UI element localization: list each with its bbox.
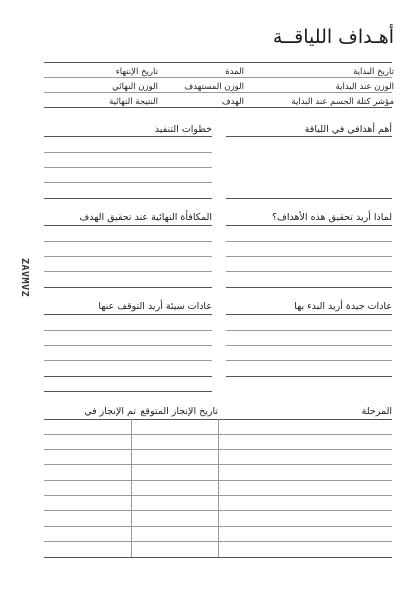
table-header-stage: المرحلة bbox=[361, 406, 392, 417]
good-habits-line[interactable] bbox=[226, 314, 392, 315]
reward-line[interactable] bbox=[44, 241, 212, 242]
table-column-divider bbox=[131, 419, 132, 557]
good-habits-line[interactable] bbox=[226, 330, 392, 331]
section-bad-habits-heading: عادات سيئة أريد التوقف عنها bbox=[98, 301, 212, 312]
info-label-target-weight: الوزن المستهدف bbox=[184, 82, 244, 92]
table-header-expected-date: تاريخ الإنجاز المتوقع bbox=[140, 406, 218, 417]
table-header-done-in: تم الإنجاز في bbox=[84, 406, 136, 417]
execution-steps-line[interactable] bbox=[44, 136, 212, 137]
why-line[interactable] bbox=[226, 241, 392, 242]
why-line[interactable] bbox=[226, 256, 392, 257]
main-goals-line[interactable] bbox=[226, 198, 392, 199]
section-execution-steps-heading: خطوات التنفيذ bbox=[154, 124, 212, 135]
execution-steps-line[interactable] bbox=[44, 152, 212, 153]
info-row2-rule bbox=[44, 92, 392, 93]
info-label-final-result: النتيجة النهائية bbox=[109, 97, 158, 107]
info-label-start-date: تاريخ البداية bbox=[353, 67, 394, 77]
why-line[interactable] bbox=[226, 271, 392, 272]
good-habits-line[interactable] bbox=[226, 360, 392, 361]
section-reward-heading: المكافأة النهائية عند تحقيق الهدف bbox=[79, 212, 212, 223]
section-main-goals-heading: أهم أهدافي في اللياقة bbox=[304, 124, 392, 135]
bad-habits-line[interactable] bbox=[44, 376, 212, 377]
section-good-habits-heading: عادات جيدة أريد البدء بها bbox=[294, 301, 392, 312]
good-habits-line[interactable] bbox=[226, 345, 392, 346]
info-label-goal: الهدف bbox=[221, 97, 244, 107]
reward-line[interactable] bbox=[44, 271, 212, 272]
execution-steps-line[interactable] bbox=[44, 198, 212, 199]
bad-habits-line[interactable] bbox=[44, 345, 212, 346]
reward-line[interactable] bbox=[44, 287, 212, 288]
bad-habits-line[interactable] bbox=[44, 314, 212, 315]
bad-habits-line[interactable] bbox=[44, 360, 212, 361]
info-label-start-weight: الوزن عند البداية bbox=[335, 82, 394, 92]
info-bottom-rule bbox=[44, 107, 392, 108]
why-line[interactable] bbox=[226, 225, 392, 226]
main-goals-line[interactable] bbox=[226, 136, 392, 137]
brand-logo: ZAVMVZ bbox=[19, 258, 30, 298]
info-top-rule bbox=[44, 62, 392, 63]
page-title: أهـداف اللياقــة bbox=[272, 26, 394, 48]
bad-habits-line[interactable] bbox=[44, 391, 212, 392]
info-label-start-bmi: مؤشر كتلة الجسم عند البداية bbox=[291, 97, 394, 107]
section-why-heading: لماذا أريد تحقيق هذه الأهداف؟ bbox=[271, 212, 392, 223]
table-column-divider bbox=[218, 419, 219, 557]
info-label-final-weight: الوزن النهائي bbox=[112, 82, 158, 92]
execution-steps-line[interactable] bbox=[44, 167, 212, 168]
info-row1-rule bbox=[44, 77, 392, 78]
bad-habits-line[interactable] bbox=[44, 330, 212, 331]
reward-line[interactable] bbox=[44, 256, 212, 257]
table-bottom-rule bbox=[44, 557, 392, 558]
why-line[interactable] bbox=[226, 287, 392, 288]
good-habits-line[interactable] bbox=[226, 376, 392, 377]
reward-line[interactable] bbox=[44, 225, 212, 226]
info-label-end-date: تاريخ الإنتهاء bbox=[115, 67, 158, 77]
execution-steps-line[interactable] bbox=[44, 182, 212, 183]
info-label-duration: المدة bbox=[225, 67, 244, 77]
